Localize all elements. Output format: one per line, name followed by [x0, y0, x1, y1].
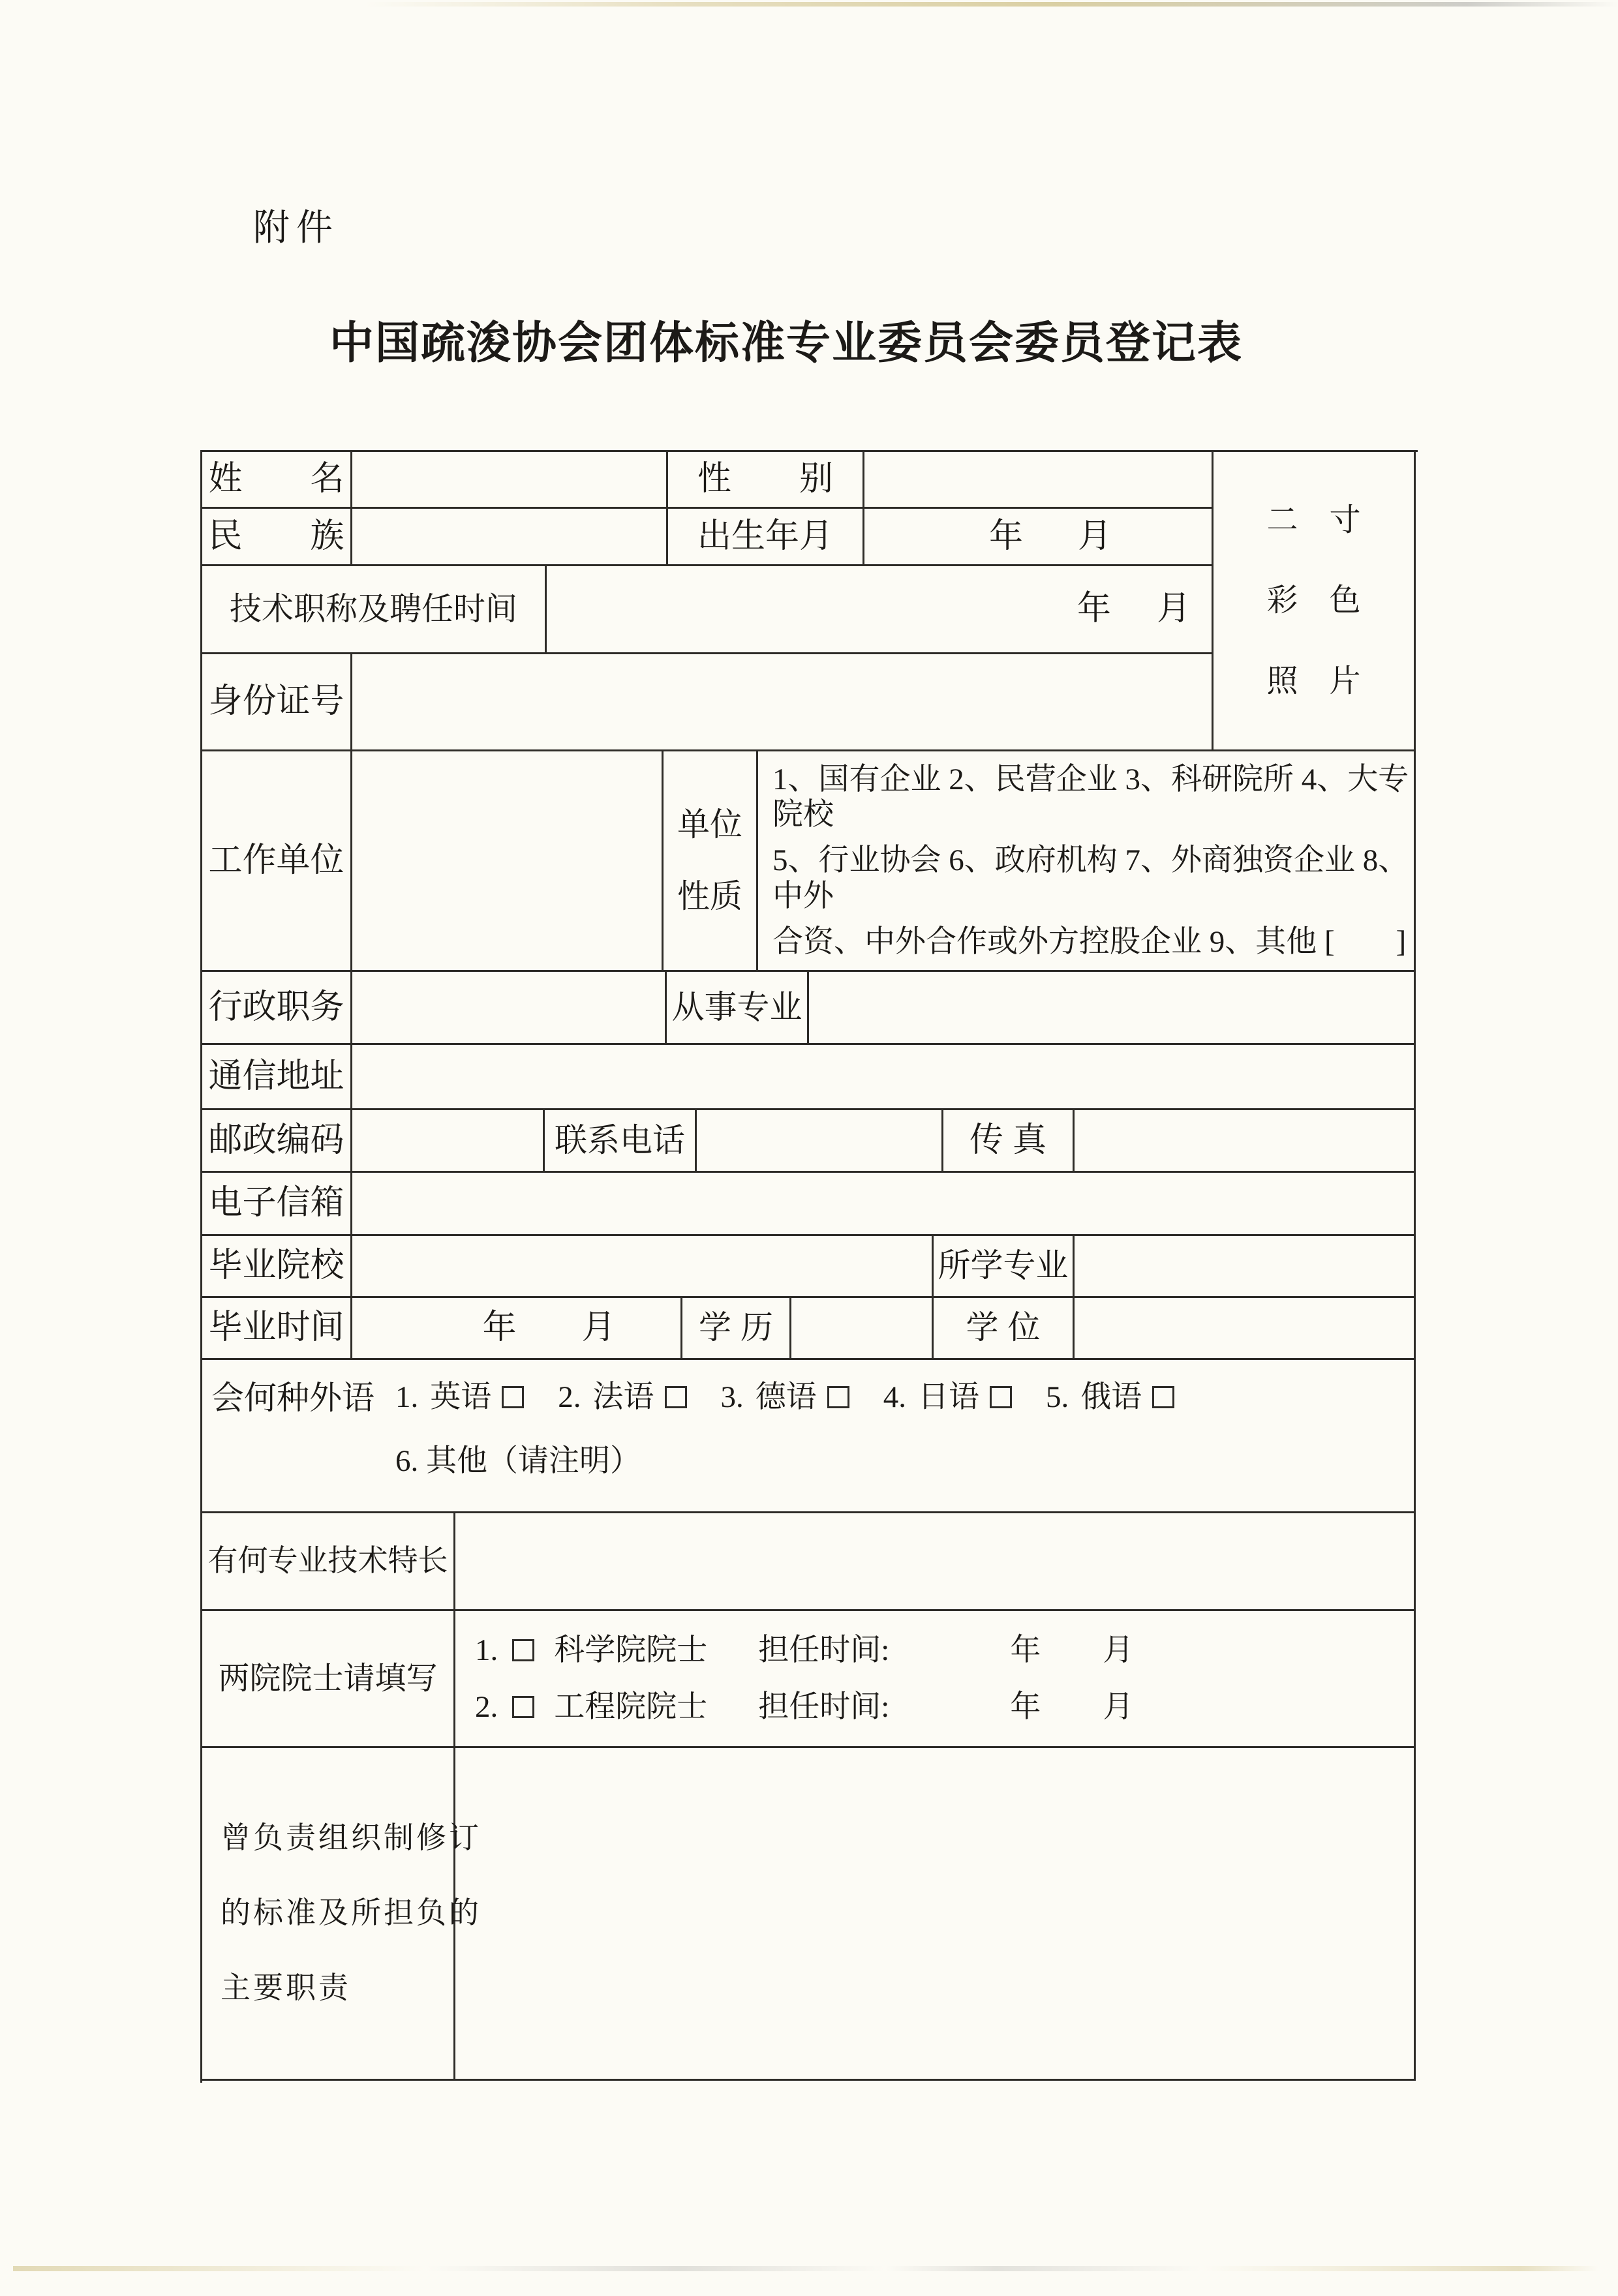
degree-label: 学位	[934, 1298, 1075, 1360]
academician-row-cae	[475, 1689, 1133, 1725]
phone-value-cell	[697, 1110, 943, 1173]
major-value-cell	[1075, 1236, 1416, 1298]
option-label: 英语	[430, 1380, 492, 1414]
grad-time-label: 毕业时间	[202, 1298, 352, 1360]
fax-label: 传真	[943, 1110, 1075, 1173]
language-option-japanese	[883, 1380, 1012, 1415]
photo-box-line: 照 片	[1266, 663, 1361, 699]
tech-title-label: 技术职称及聘任时间	[202, 566, 547, 654]
email-value-cell	[352, 1173, 1416, 1236]
option-number: 4.	[883, 1380, 906, 1414]
checkbox-icon	[665, 1386, 687, 1408]
academician-value-cell	[455, 1611, 1416, 1748]
academician-row-cas	[475, 1633, 1133, 1668]
checkbox-icon	[990, 1386, 1012, 1408]
languages-label: 会何种外语	[211, 1380, 374, 1416]
registration-form-table	[200, 450, 1418, 2083]
appointment-time-label: 担任时间:	[758, 1689, 890, 1724]
fax-value-cell	[1075, 1110, 1416, 1173]
language-option-russian	[1046, 1380, 1174, 1415]
ethnicity-value-cell	[352, 509, 668, 566]
tech-title-value-cell	[547, 566, 1214, 654]
option-number: 2.	[558, 1380, 581, 1414]
checkbox-icon	[512, 1639, 534, 1661]
option-label: 俄语	[1080, 1380, 1142, 1414]
unit-nature-options-line: 1、国有企业 2、民营企业 3、科研院所 4、大专院校	[772, 763, 1409, 832]
standards-duty-label-line: 的标准及所担负的	[221, 1896, 481, 1930]
academician-title: 科学院院士	[554, 1633, 708, 1667]
checkbox-icon	[827, 1386, 849, 1408]
gender-label: 性 别	[668, 452, 864, 509]
month-placeholder: 月	[1103, 1633, 1134, 1667]
photo-box-line: 二 寸	[1266, 503, 1361, 538]
languages-options	[395, 1380, 1174, 1479]
major-label: 所学专业	[934, 1236, 1075, 1298]
specialty-label: 有何专业技术特长	[202, 1513, 455, 1611]
address-value-cell	[352, 1045, 1416, 1110]
work-unit-value-cell	[352, 751, 664, 972]
admin-post-label: 行政职务	[202, 972, 352, 1045]
photo-box	[1214, 452, 1416, 751]
edu-level-label: 学历	[682, 1298, 791, 1360]
language-option-other: 6. 其他（请注明）	[395, 1444, 641, 1479]
checkbox-icon	[512, 1696, 534, 1718]
grad-time-value-cell	[352, 1298, 682, 1360]
postal-code-label: 邮政编码	[202, 1110, 352, 1173]
address-label: 通信地址	[202, 1045, 352, 1110]
year-placeholder: 年	[482, 1309, 517, 1347]
profession-value-cell	[809, 972, 1416, 1045]
option-number: 5.	[1046, 1380, 1069, 1414]
checkbox-icon	[1152, 1386, 1174, 1408]
postal-code-value-cell	[352, 1110, 545, 1173]
option-label: 法语	[592, 1380, 654, 1414]
standards-duty-label-line: 曾负责组织制修订	[221, 1821, 481, 1855]
language-option-german	[721, 1380, 849, 1415]
year-placeholder: 年	[1010, 1633, 1041, 1667]
year-placeholder: 年	[1076, 590, 1111, 628]
appointment-time-label: 担任时间:	[758, 1633, 890, 1667]
school-label: 毕业院校	[202, 1236, 352, 1298]
specialty-value-cell	[455, 1513, 1416, 1611]
phone-label: 联系电话	[545, 1110, 697, 1173]
standards-duty-label	[202, 1748, 481, 2081]
admin-post-value-cell	[352, 972, 667, 1045]
year-placeholder: 年	[988, 517, 1023, 555]
id-number-label: 身份证号	[202, 654, 352, 751]
unit-nature-options-line: 5、行业协会 6、政府机构 7、外商独资企业 8、中外	[772, 843, 1409, 913]
academician-title: 工程院院士	[554, 1689, 708, 1724]
name-value-cell	[352, 452, 668, 509]
option-number: 3.	[720, 1380, 744, 1414]
option-number: 1.	[395, 1380, 419, 1414]
languages-line-1	[395, 1380, 1174, 1415]
edu-level-value-cell	[791, 1298, 934, 1360]
school-value-cell	[352, 1236, 934, 1298]
gender-value-cell	[864, 452, 1214, 509]
unit-nature-options-line: 合资、中外合作或外方控股企业 9、其他 [ ]	[772, 924, 1407, 959]
unit-nature-options	[758, 751, 1416, 972]
languages-row	[202, 1360, 1416, 1513]
language-option-english	[395, 1380, 524, 1415]
work-unit-label: 工作单位	[202, 751, 352, 972]
option-number: 1.	[475, 1633, 498, 1667]
birth-date-label: 出生年月	[668, 509, 864, 566]
email-label: 电子信箱	[202, 1173, 352, 1236]
unit-nature-label	[664, 751, 758, 972]
unit-nature-label-line: 性质	[677, 877, 742, 914]
month-placeholder: 月	[581, 1309, 616, 1347]
month-placeholder: 月	[1078, 517, 1112, 555]
scan-artifact-bottom	[13, 2266, 1598, 2271]
checkbox-icon	[502, 1386, 524, 1408]
year-placeholder: 年	[1010, 1689, 1041, 1724]
standards-duty-label-line: 主要职责	[221, 1971, 351, 2004]
month-placeholder: 月	[1103, 1689, 1134, 1724]
unit-nature-label-line: 单位	[677, 806, 742, 843]
id-number-value-cell	[352, 654, 1214, 751]
academician-label: 两院院士请填写	[202, 1611, 455, 1748]
page-title: 中国疏浚协会团体标准专业委员会委员登记表	[329, 318, 1243, 368]
attachment-label: 附件	[253, 208, 339, 249]
option-number: 2.	[475, 1689, 498, 1724]
standards-duty-value-cell	[455, 1748, 1416, 2081]
name-label: 姓 名	[202, 452, 352, 509]
photo-box-line: 彩 色	[1266, 583, 1361, 618]
birth-date-value-cell	[864, 509, 1214, 566]
option-label: 日语	[918, 1380, 979, 1414]
option-label: 德语	[755, 1380, 817, 1414]
ethnicity-label: 民 族	[202, 509, 352, 566]
language-option-french	[558, 1380, 686, 1415]
scan-artifact-top	[365, 2, 1618, 7]
degree-value-cell	[1075, 1298, 1416, 1360]
month-placeholder: 月	[1156, 590, 1191, 628]
profession-label: 从事专业	[667, 972, 809, 1045]
